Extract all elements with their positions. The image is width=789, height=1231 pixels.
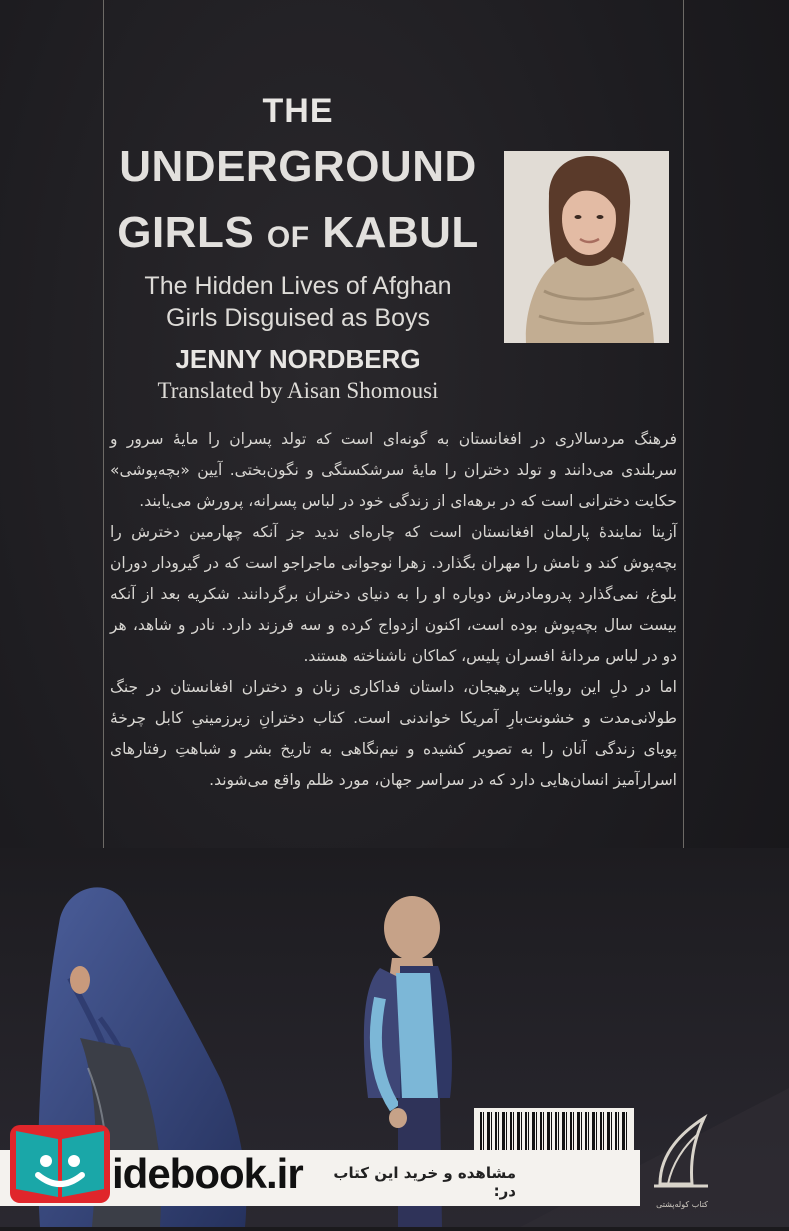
book-icon — [646, 1098, 718, 1198]
title-of: OF — [266, 221, 310, 254]
watermark-caption: مشاهده و خرید این کتاب در: — [333, 1164, 516, 1200]
author-name: JENNY NORDBERG — [175, 344, 421, 374]
title-the: THE — [262, 92, 334, 130]
title-underground: UNDERGROUND — [119, 142, 477, 191]
title-girls: GIRLS — [117, 208, 267, 257]
author-photo — [504, 151, 669, 343]
watermark-site-name[interactable]: idebook.ir — [112, 1150, 303, 1197]
right-border-line — [683, 0, 684, 848]
translator-credit: Translated by Aisan Shomousi — [157, 378, 439, 403]
description-paragraph-1: فرهنگ مردسالاری در افغانستان به گونه‌ای است که تولد پسران را مایهٔ سرور و سربلندی می‌دانند و تولد دختران را مایهٔ سرشکستگی و نگون‌بختی. آیین «بچه‌پوشی» حکایت دخترانی است که در برهه‌ای از زندگی خود در لباس پسرانه، پرورش می‌یابند. — [110, 430, 677, 510]
subtitle-line-1: The Hidden Lives of Afghan — [144, 272, 452, 300]
title-kabul: KABUL — [309, 208, 479, 257]
subtitle-line-2: Girls Disguised as Boys — [166, 304, 430, 332]
publisher-logo — [646, 1098, 718, 1198]
book-description — [110, 424, 677, 796]
publisher-name: کتاب کوله‌پشتی — [656, 1200, 708, 1209]
description-paragraph-3: اما در دلِ این روایات پرهیجان، داستان فداکاری زنان و دختران افغانستان در جنگ طولانی‌مدت و خشونت‌بارِ آمریکا خواندنی است. کتاب دخترانِ زیرزمینیِ کابل چرخهٔ پویای زندگی آنان را به تصویر کشیده و نیم‌نگاهی به تاریخ بشر و شباهتِ رفتارهای اسرارآمیز انسان‌هایی دارد که در سراسر جهان، مورد ظلم واقع می‌شوند. — [110, 678, 677, 789]
description-paragraph-2: آزیتا نمایندهٔ پارلمان افغانستان است که چاره‌ای ندید جز آنکه چهارمین دخترش را بچه‌پوش کند و نامش را مهران بگذارد. زهرا نوجوانی ماجراجو است که در گیرودار دوران بلوغ، نمی‌گذارد پدرومادرش دوباره او را به دنیای دختران برگردانند. شکریه بعد از آنکه بیست سال بچه‌پوش بوده است، اکنون ازدواج کرده و سه فرزند دارد. نادر و شاهد، هر دو در لباس مردانهٔ افسران پلیس، کماکان ناشناخته هستند. — [110, 523, 677, 665]
title-girls-of-kabul — [108, 208, 488, 258]
author-portrait-image — [504, 151, 669, 343]
